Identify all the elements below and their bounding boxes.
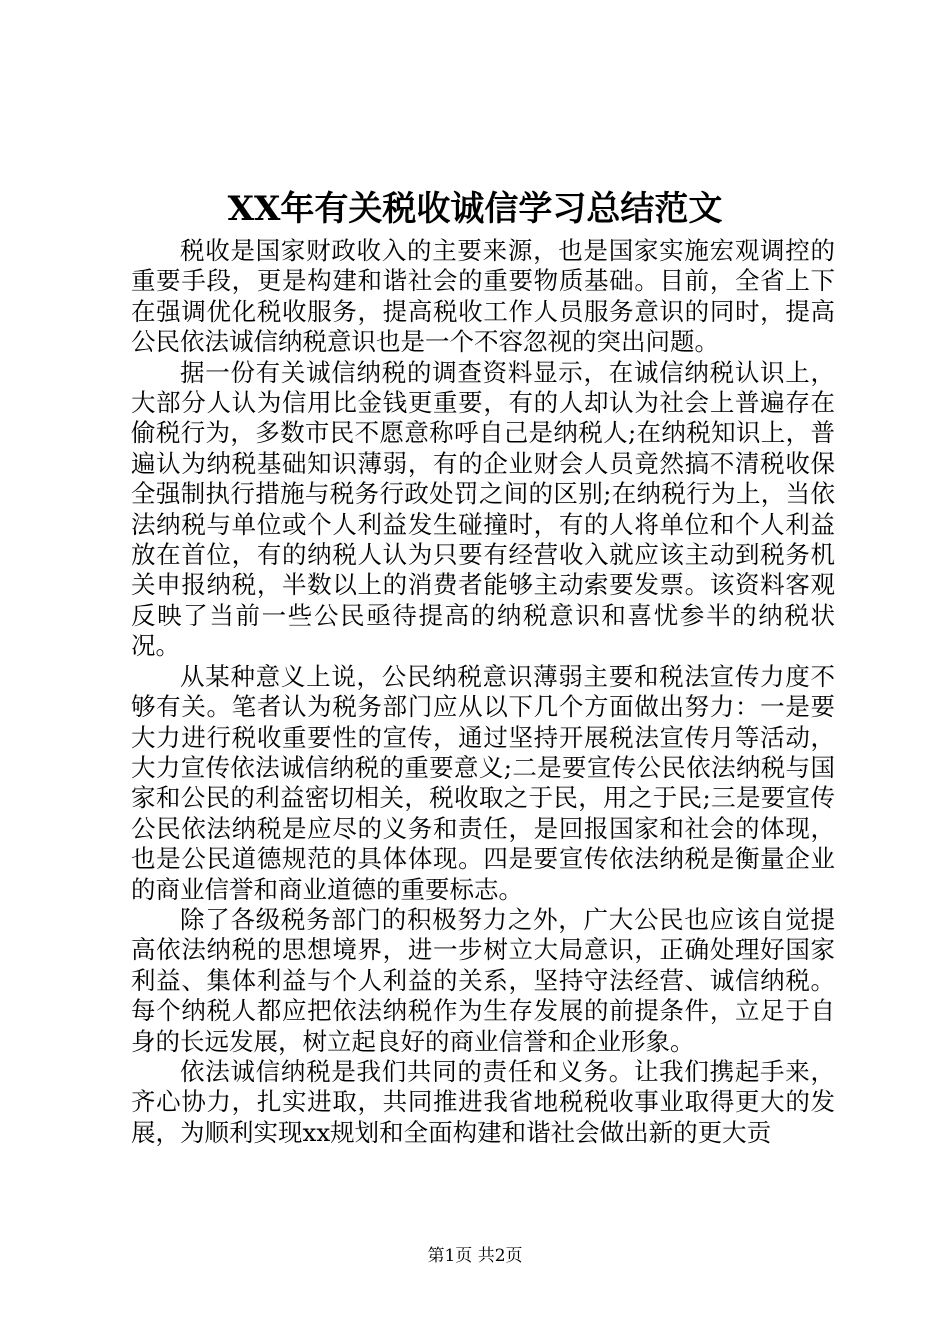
page-number-footer: 第1页 共2页 <box>427 1246 523 1266</box>
page-title: XX年有关税收诚信学习总结范文 <box>227 189 723 229</box>
paragraph: 除了各级税务部门的积极努力之外，广大公民也应该自觉提高依法纳税的思想境界，进一步树立大局意识，正确处理好国家利益、集体利益与个人利益的关系，坚持守法经营、诚信纳税。每个纳税人都应把依法纳税作为生存发展的前提条件，立足于自身的长远发展，树立起良好的商业信誉和企业形象。 <box>131 904 835 1056</box>
paragraph: 据一份有关诚信纳税的调查资料显示，在诚信纳税认识上，大部分人认为信用比金钱更重要，有的人却认为社会上普遍存在偷税行为，多数市民不愿意称呼自己是纳税人;在纳税知识上，普遍认为纳税基础知识薄弱，有的企业财会人员竟然搞不清税收保全强制执行措施与税务行政处罚之间的区别;在纳税行为上，当依法纳税与单位或个人利益发生碰撞时，有的人将单位和个人利益放在首位，有的纳税人认为只要有经营收入就应该主动到税务机关申报纳税，半数以上的消费者能够主动索要发票。该资料客观反映了当前一些公民亟待提高的纳税意识和喜忧参半的纳税状况。 <box>131 357 835 661</box>
paragraph: 从某种意义上说，公民纳税意识薄弱主要和税法宣传力度不够有关。笔者认为税务部门应从以下几个方面做出努力：一是要大力进行税收重要性的宣传，通过坚持开展税法宣传月等活动，大力宣传依法诚信纳税的重要意义;二是要宣传公民依法纳税与国家和公民的利益密切相关，税收取之于民，用之于民;三是要宣传公民依法纳税是应尽的义务和责任，是回报国家和社会的体现，也是公民道德规范的具体体现。四是要宣传依法纳税是衡量企业的商业信誉和商业道德的重要标志。 <box>131 661 835 904</box>
document-body <box>131 236 835 1148</box>
paragraph: 税收是国家财政收入的主要来源，也是国家实施宏观调控的重要手段，更是构建和谐社会的重要物质基础。目前，全省上下在强调优化税收服务，提高税收工作人员服务意识的同时，提高公民依法诚信纳税意识也是一个不容忽视的突出问题。 <box>131 236 835 357</box>
paragraph: 依法诚信纳税是我们共同的责任和义务。让我们携起手来，齐心协力，扎实进取，共同推进我省地税税收事业取得更大的发展，为顺利实现xx规划和全面构建和谐社会做出新的更大贡 <box>131 1056 835 1147</box>
